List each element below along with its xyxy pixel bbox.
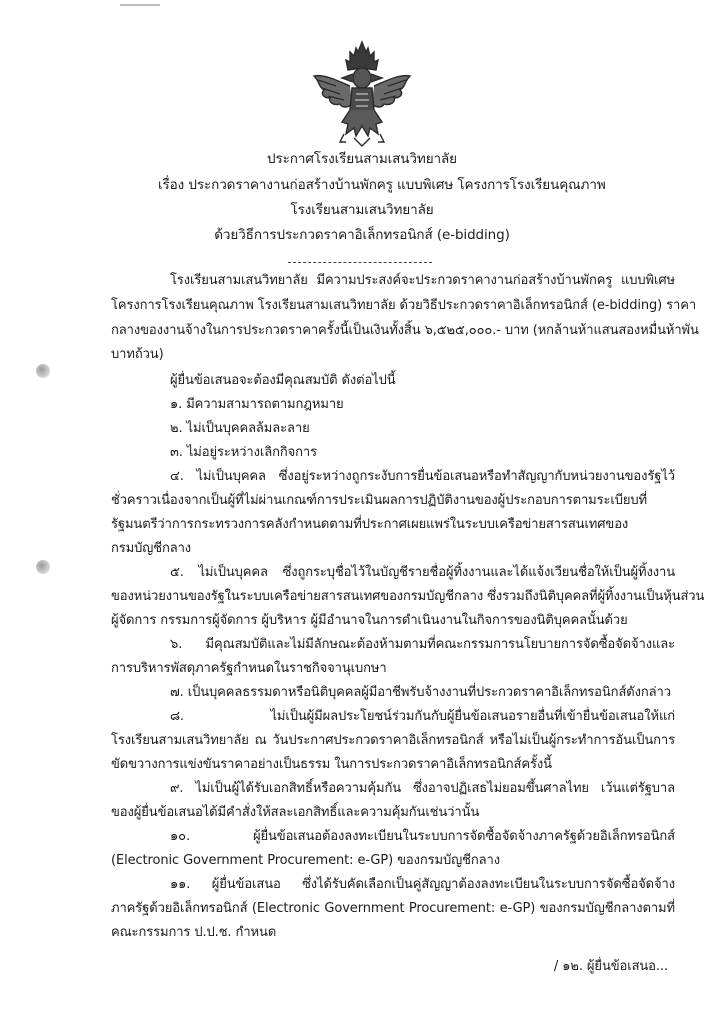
- intro-line: โครงการโรงเรียนคุณภาพ โรงเรียนสามเสนวิทยาลัย ด้วยวิธีประกวดราคาอิเล็กทรอนิกส์ (e-bidding) ราคา: [111, 298, 697, 313]
- qualification-item: ของหน่วยงานของรัฐในระบบเครือข่ายสารสนเทศของกรมบัญชีกลาง ซึ่งรวมถึงนิติบุคคลที่ผู้ทิ้งงานเป็นหุ้นส่วน: [111, 589, 705, 604]
- intro-line: โรงเรียนสามเสนวิทยาลัย มีความประสงค์จะประกวดราคางานก่อสร้างบ้านพักครู แบบพิเศษ: [170, 273, 675, 288]
- continuation-note: / ๑๒. ผู้ยื่นข้อเสนอ...: [553, 959, 668, 974]
- qualification-item: รัฐมนตรีว่าการกระทรวงการคลังกำหนดตามที่ประกาศเผยแพร่ในระบบเครือข่ายสารสนเทศของ: [111, 517, 629, 532]
- method-line: ด้วยวิธีการประกวดราคาอิเล็กทรอนิกส์ (e-bidding): [214, 227, 510, 243]
- announcement-title: ประกาศโรงเรียนสามเสนวิทยาลัย: [267, 151, 457, 167]
- qualification-item: ๑๐. ผู้ยื่นข้อเสนอต้องลงทะเบียนในระบบการจัดซื้อจัดจ้างภาครัฐด้วยอิเล็กทรอนิกส์: [170, 829, 675, 844]
- qualification-item: ๑๑. ผู้ยื่นข้อเสนอ ซึ่งได้รับคัดเลือกเป็นคู่สัญญาต้องลงทะเบียนในระบบการจัดซื้อจัดจ้าง: [170, 877, 675, 892]
- qualification-item: ขัดขวางการแข่งขันราคาอย่างเป็นธรรม ในการประกวดราคาอิเล็กทรอนิกส์ครั้งนี้: [111, 757, 552, 772]
- qualification-item: ๕. ไม่เป็นบุคคล ซึ่งถูกระบุชื่อไว้ในบัญชีรายชื่อผู้ทิ้งงานและได้แจ้งเวียนชื่อให้เป็นผู้ทิ้งงาน: [170, 565, 675, 580]
- qualification-item: ๑. มีความสามารถตามกฎหมาย: [170, 397, 344, 412]
- punch-hole: [36, 364, 50, 378]
- intro-line: กลางของงานจ้างในการประกวดราคาครั้งนี้เป็นเงินทั้งสิ้น ๖,๕๒๕,๐๐๐.- บาท (หกล้านห้าแสนสองหมื่นห้าพัน: [111, 323, 699, 338]
- qualification-item: ๙. ไม่เป็นผู้ได้รับเอกสิทธิ์หรือความคุ้มกัน ซึ่งอาจปฏิเสธไม่ยอมขึ้นศาลไทย เว้นแต่รัฐบาล: [170, 781, 675, 796]
- qualification-item: ๒. ไม่เป็นบุคคลล้มละลาย: [170, 421, 310, 436]
- qualification-item: ของผู้ยื่นข้อเสนอได้มีคำสั่งให้สละเอกสิทธิ์และความคุ้มกันเช่นว่านั้น: [111, 805, 480, 820]
- subject-line: เรื่อง ประกวดราคางานก่อสร้างบ้านพักครู แบบพิเศษ โครงการโรงเรียนคุณภาพ: [158, 177, 606, 193]
- qualification-item: ๘. ไม่เป็นผู้มีผลประโยชน์ร่วมกันกับผู้ยื่นข้อเสนอรายอื่นที่เข้ายื่นข้อเสนอให้แก่: [170, 709, 675, 724]
- header-divider: [288, 262, 432, 263]
- qualification-item: (Electronic Government Procurement: e-GP) ของกรมบัญชีกลาง: [111, 853, 500, 868]
- qualification-item: กรมบัญชีกลาง: [111, 541, 192, 556]
- qualification-item: โรงเรียนสามเสนวิทยาลัย ณ วันประกาศประกวดราคาอิเล็กทรอนิกส์ หรือไม่เป็นผู้กระทำการอันเป็นการ: [111, 733, 675, 748]
- qualification-item: คณะกรรมการ ป.ป.ช. กำหนด: [111, 925, 277, 940]
- scan-artifact: [120, 4, 160, 6]
- punch-hole: [36, 560, 50, 574]
- qualification-item: ๓. ไม่อยู่ระหว่างเลิกกิจการ: [170, 445, 317, 460]
- qualification-item: ๖. มีคุณสมบัติและไม่มีลักษณะต้องห้ามตามที่คณะกรรมการนโยบายการจัดซื้อจัดจ้างและ: [170, 637, 675, 652]
- qualification-item: ชั่วคราวเนื่องจากเป็นผู้ที่ไม่ผ่านเกณฑ์การประเมินผลการปฏิบัติงานของผู้ประกอบการตามระเบียบที่: [111, 493, 648, 508]
- qualification-item: ๗. เป็นบุคคลธรรมดาหรือนิติบุคคลผู้มีอาชีพรับจ้างงานที่ประกวดราคาอิเล็กทรอนิกส์ดังกล่าว: [170, 685, 671, 700]
- garuda-emblem-icon: [306, 38, 418, 150]
- qualification-item: ๔. ไม่เป็นบุคคล ซึ่งอยู่ระหว่างถูกระงับการยื่นข้อเสนอหรือทำสัญญากับหน่วยงานของรัฐไว้: [170, 469, 675, 484]
- qualification-item: ภาครัฐด้วยอิเล็กทรอนิกส์ (Electronic Government Procurement: e-GP) ของกรมบัญชีกลางตามที่: [111, 901, 675, 916]
- qualification-item: ผู้จัดการ กรรมการผู้จัดการ ผู้บริหาร ผู้มีอำนาจในการดำเนินงานในกิจการของนิติบุคคลนั้นด้วย: [111, 613, 628, 628]
- intro-line: บาทถ้วน): [111, 347, 164, 362]
- school-name: โรงเรียนสามเสนวิทยาลัย: [290, 202, 434, 218]
- qualification-item: การบริหารพัสดุภาครัฐกำหนดในราชกิจจานุเบกษา: [111, 661, 387, 676]
- qualification-heading: ผู้ยื่นข้อเสนอจะต้องมีคุณสมบัติ ดังต่อไปนี้: [170, 373, 396, 388]
